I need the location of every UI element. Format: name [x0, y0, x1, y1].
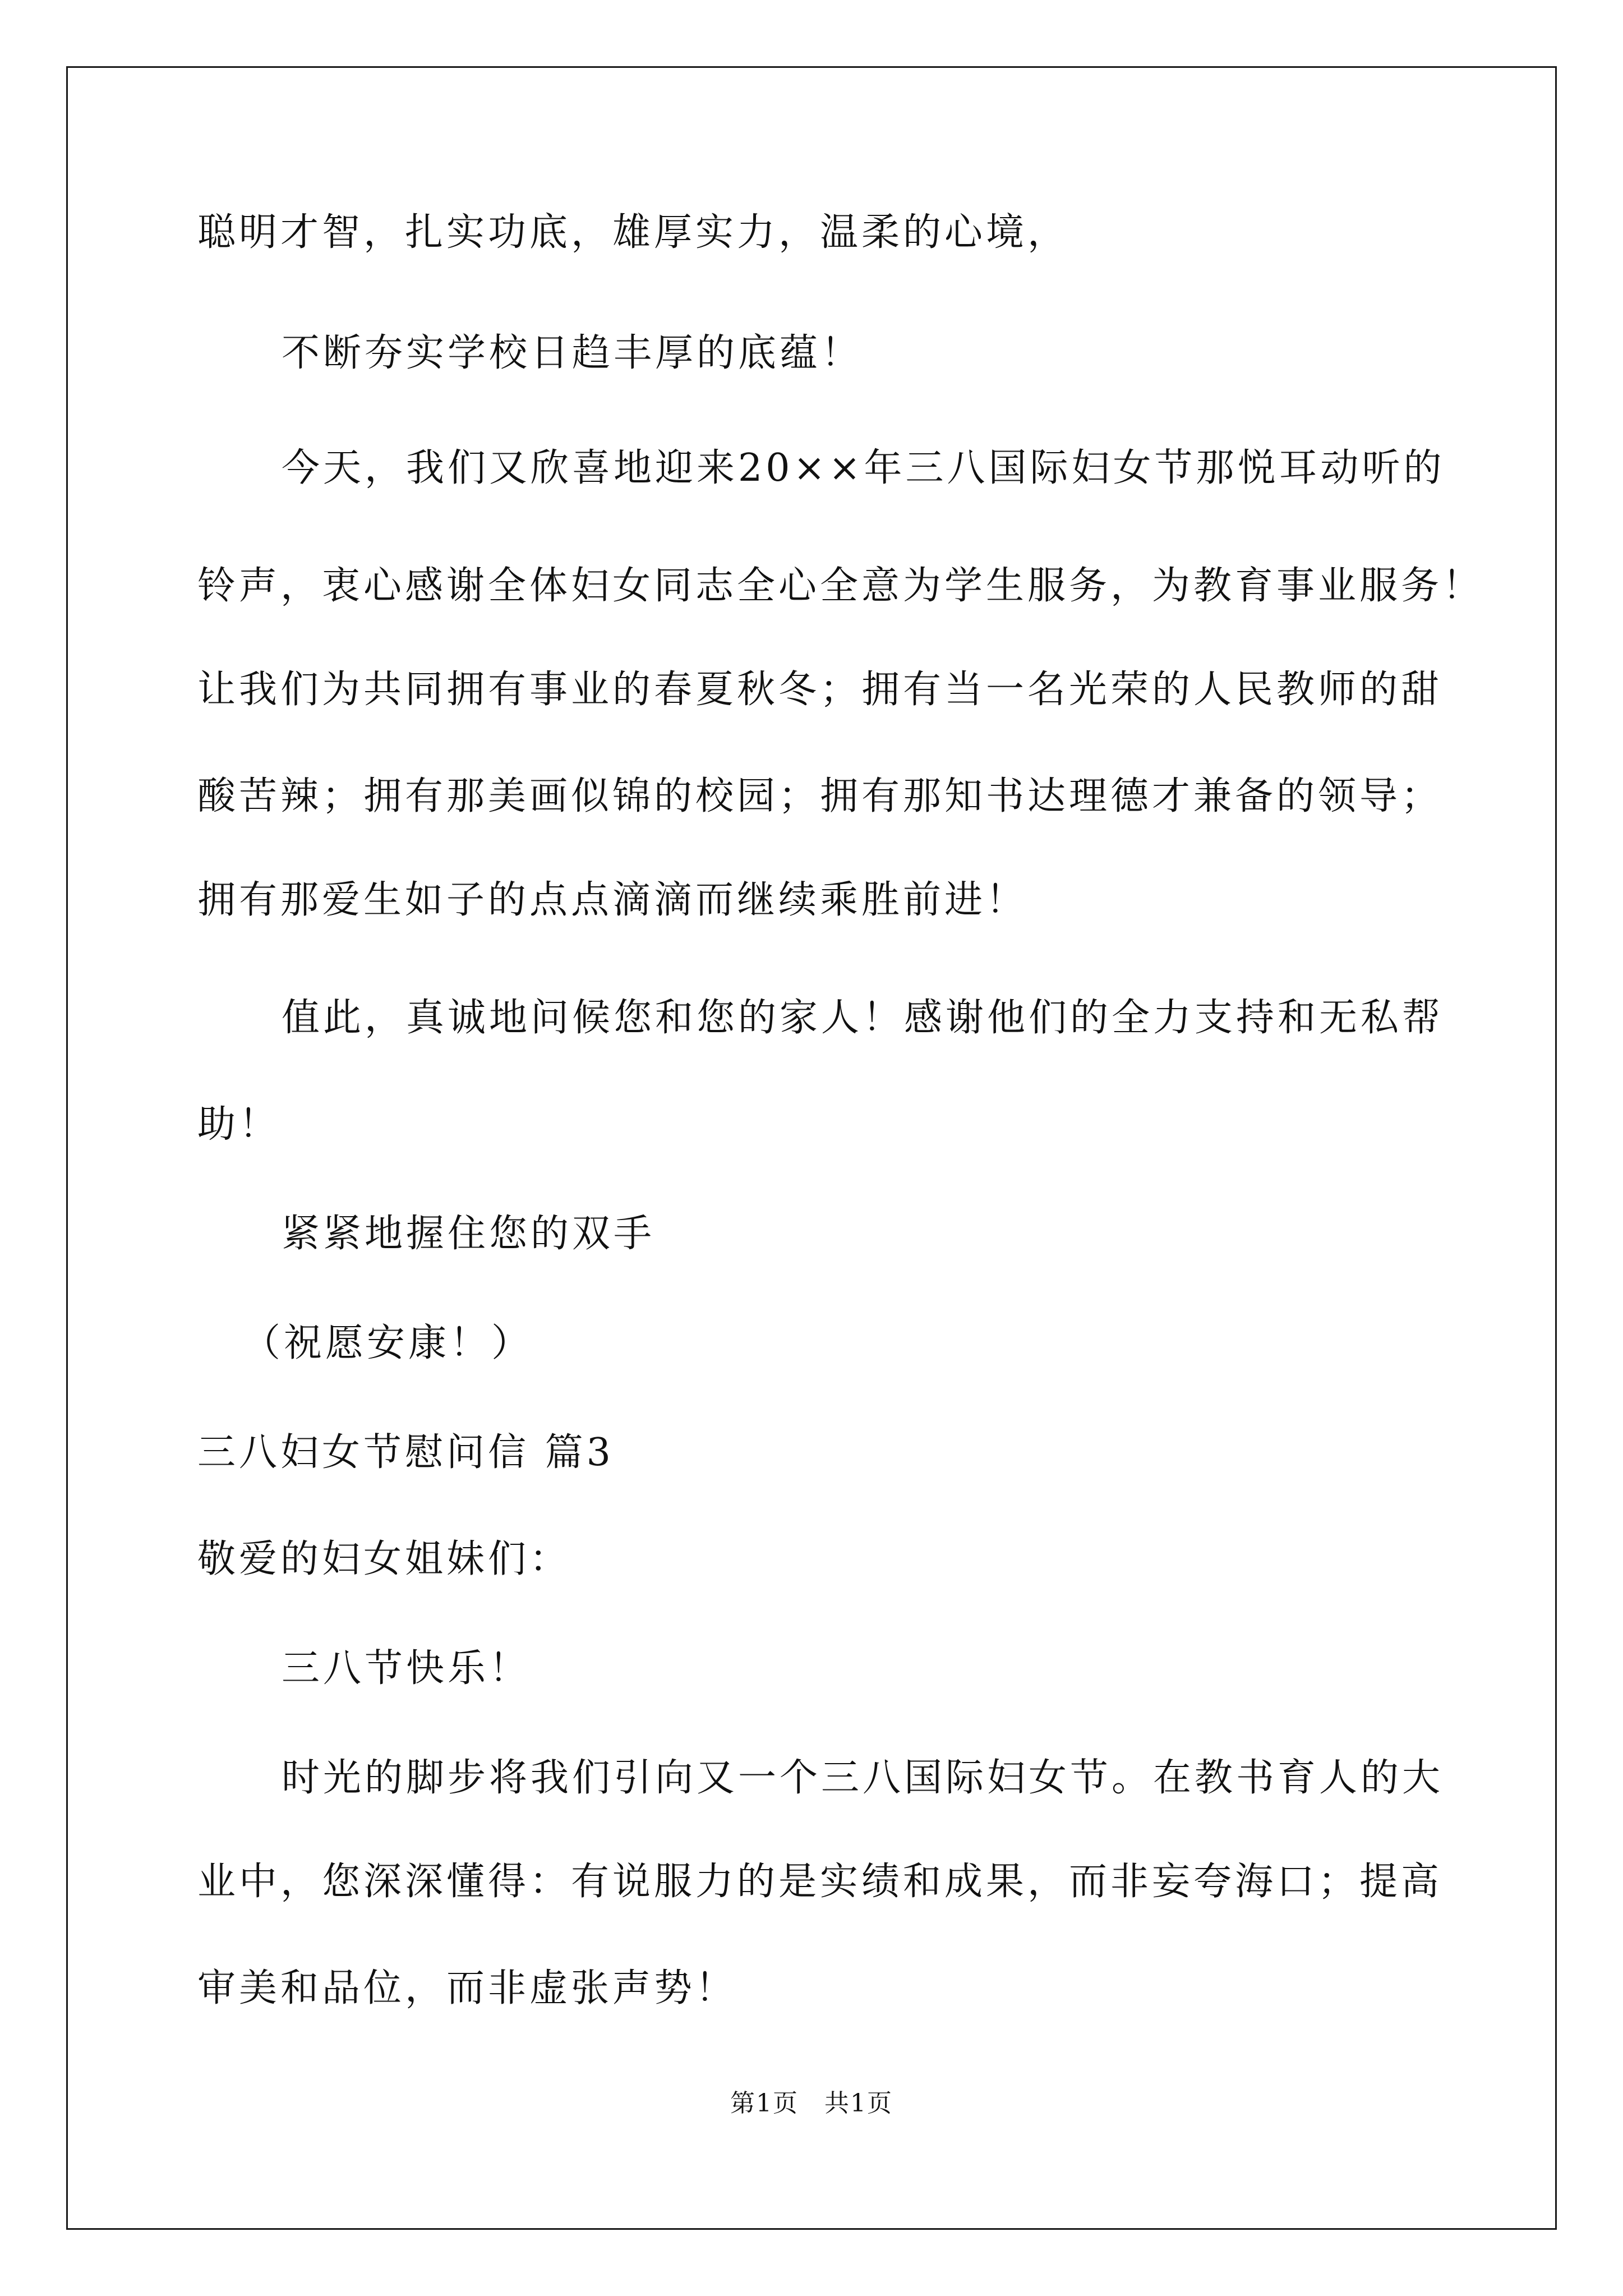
- text-line-17: 审美和品位，而非虚张声势！: [197, 1966, 737, 2010]
- text-line-1: 聪明才智，扎实功底，雄厚实力，温柔的心境，: [197, 210, 1069, 255]
- text-line-8: 值此，真诚地问候您和您的家人！感谢他们的全力支持和无私帮: [282, 996, 1444, 1040]
- text-line-9: 助！: [197, 1102, 281, 1147]
- text-line-15: 时光的脚步将我们引向又一个三八国际妇女节。在教书育人的大: [282, 1756, 1444, 1800]
- text-line-2: 不断夯实学校日趋丰厚的底蕴！: [282, 331, 863, 375]
- text-line-7: 拥有那爱生如子的点点滴滴而继续乘胜前进！: [197, 878, 1028, 922]
- text-line-10: 紧紧地握住您的双手: [282, 1212, 656, 1256]
- text-line-6: 酸苦辣；拥有那美画似锦的校园；拥有那知书达理德才兼备的领导；: [197, 774, 1443, 818]
- text-line-16: 业中，您深深懂得：有说服力的是实绩和成果，而非妄夸海口；提高: [197, 1860, 1443, 1904]
- salutation: 敬爱的妇女姐妹们：: [197, 1537, 571, 1581]
- section-heading: 三八妇女节慰问信 篇3: [197, 1430, 614, 1475]
- text-line-5: 让我们为共同拥有事业的春夏秋冬；拥有当一名光荣的人民教师的甜: [197, 668, 1443, 712]
- text-line-4: 铃声，衷心感谢全体妇女同志全心全意为学生服务，为教育事业服务！: [197, 564, 1484, 608]
- text-line-11: （祝愿安康！）: [242, 1321, 533, 1365]
- text-line-14: 三八节快乐！: [282, 1646, 531, 1691]
- page-footer: 第1页 共1页: [730, 2089, 893, 2118]
- text-line-3: 今天，我们又欣喜地迎来20××年三八国际妇女节那悦耳动听的: [282, 446, 1445, 490]
